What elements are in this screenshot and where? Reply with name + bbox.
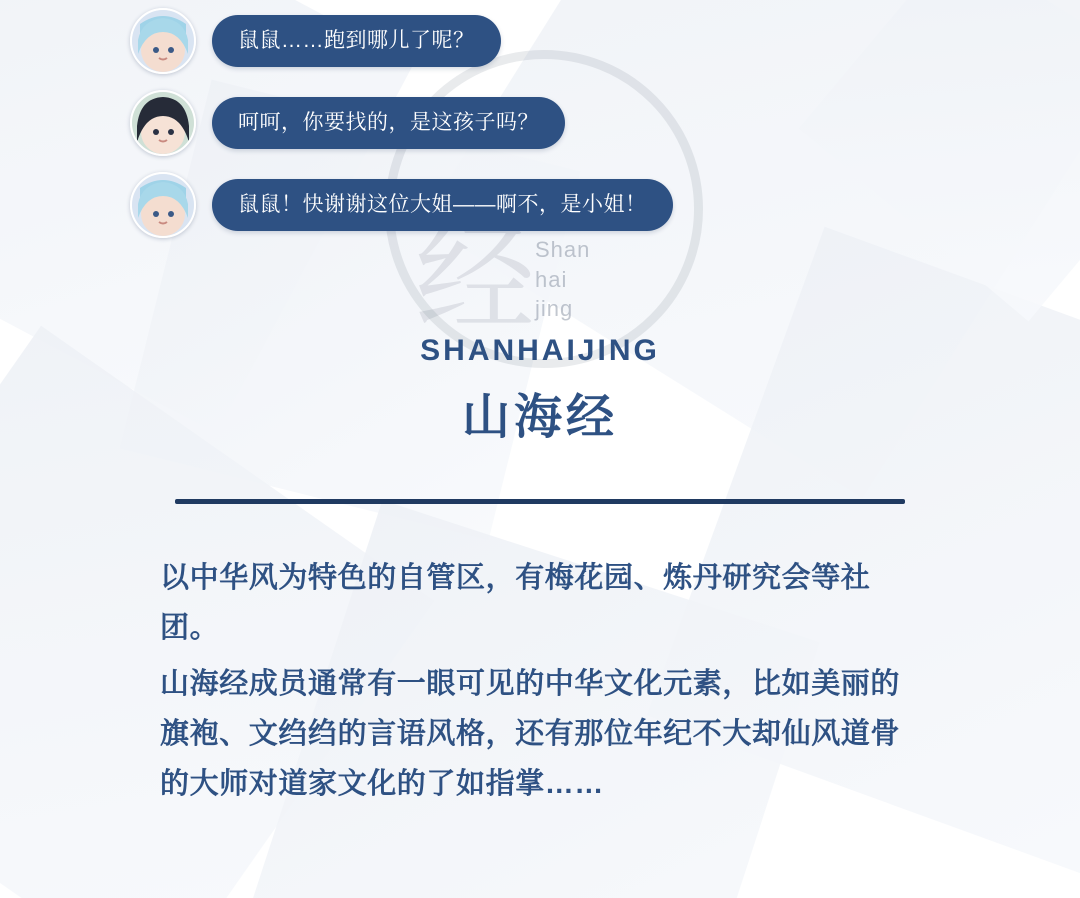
chat-message xyxy=(0,172,1080,238)
description-text xyxy=(160,554,920,809)
title-english: SHANHAIJING xyxy=(420,334,660,367)
title-chinese: 山海经 xyxy=(461,391,618,444)
chat-bubble-text: 鼠鼠！快谢谢这位大姐——啊不，是小姐！ xyxy=(212,179,673,231)
chat-bubble-text: 鼠鼠……跑到哪儿了呢？ xyxy=(212,15,501,67)
seal-latin-text: Shan hai jing xyxy=(535,237,591,322)
section-divider xyxy=(175,499,905,504)
avatar-girl-black-hair-icon xyxy=(130,90,196,156)
description-paragraph: 山海经成员通常有一眼可见的中华文化元素，比如美丽的旗袍、文绉绉的言语风格，还有那位年纪不大却仙风道骨的大师对道家文化的了如指掌…… xyxy=(160,667,901,800)
chat-log xyxy=(0,0,1080,238)
avatar-girl-blue-hair-icon xyxy=(130,172,196,238)
chat-bubble-text: 呵呵，你要找的，是这孩子吗？ xyxy=(212,97,565,149)
avatar-girl-blue-hair-icon xyxy=(130,8,196,74)
title-block xyxy=(0,334,1080,504)
chat-message xyxy=(0,8,1080,74)
chat-message xyxy=(0,90,1080,156)
description-paragraph: 以中华风为特色的自管区，有梅花园、炼丹研究会等社团。 xyxy=(160,562,871,644)
